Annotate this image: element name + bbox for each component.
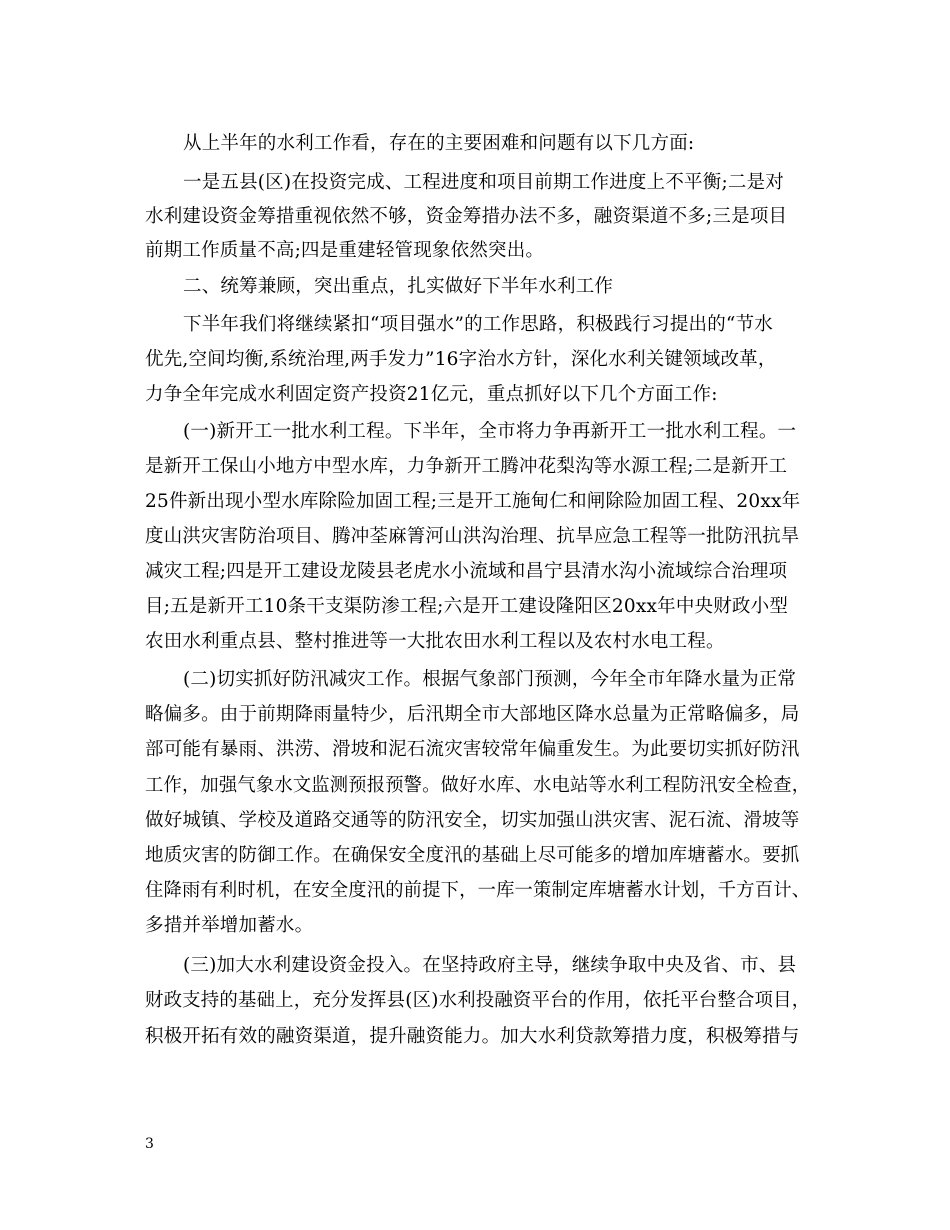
text-line: (三)加大水利建设资金投入。在坚持政府主导，继续争取中央及省、市、县 <box>183 955 797 976</box>
text-line: 减灾工程;四是开工建设龙陵县老虎水小流域和昌宁县清水沟小流域综合治理项 <box>145 561 788 582</box>
text-line: (二)切实抓好防汛减灾工作。根据气象部门预测，今年全市年降水量为正常 <box>183 669 797 690</box>
text-line: 农田水利重点县、整村推进等一大批农田水利工程以及农村水电工程。 <box>145 631 725 652</box>
text-line: 优先,空间均衡,系统治理,两手发力”16字治水方针，深化水利关键领域改革， <box>145 349 777 370</box>
text-line: 从上半年的水利工作看，存在的主要困难和问题有以下几方面: <box>183 133 695 154</box>
text-line: 水利建设资金筹措重视依然不够，资金筹措办法不多，融资渠道不多;三是项目 <box>145 206 788 227</box>
text-line: 住降雨有利时机，在安全度汛的前提下，一库一策制定库塘蓄水计划，千方百计、 <box>145 880 811 901</box>
text-line: 积极开拓有效的融资渠道，提升融资能力。加大水利贷款筹措力度，积极筹措与 <box>145 1026 800 1047</box>
text-line: 略偏多。由于前期降雨量特少，后汛期全市大部地区降水总量为正常略偏多，局 <box>145 704 800 725</box>
text-line: 下半年我们将继续紧扣“项目强水”的工作思路，积极践行习提出的“节水 <box>183 314 773 335</box>
text-line: (一)新开工一批水利工程。下半年，全市将力争再新开工一批水利工程。一 <box>183 421 797 442</box>
text-line: 一是五县(区)在投资完成、工程进度和项目前期工作进度上不平衡;二是对 <box>183 172 784 193</box>
text-line: 做好城镇、学校及道路交通等的防汛安全，切实加强山洪灾害、泥石流、滑坡等 <box>145 810 800 831</box>
section-heading: 二、统筹兼顾，突出重点，扎实做好下半年水利工作 <box>183 276 614 297</box>
text-line: 多措并举增加蓄水。 <box>145 915 314 936</box>
text-line: 度山洪灾害防治项目、腾冲荃麻箐河山洪沟治理、抗旱应急工程等一批防汛抗旱 <box>145 526 800 547</box>
page-number: 3 <box>145 1136 154 1152</box>
text-line: 力争全年完成水利固定资产投资21亿元，重点抓好以下几个方面工作: <box>145 384 718 405</box>
text-line: 前期工作质量不高;四是重建轻管现象依然突出。 <box>145 240 545 261</box>
text-line: 目;五是新开工10条干支渠防渗工程;六是开工建设隆阳区20xx年中央财政小型 <box>145 596 789 617</box>
text-line: 是新开工保山小地方中型水库，力争新开工腾冲花梨沟等水源工程;二是新开工 <box>145 456 788 477</box>
text-line: 工作，加强气象水文监测预报预警。做好水库、水电站等水利工程防汛安全检查， <box>145 775 811 796</box>
text-line: 地质灾害的防御工作。在确保安全度汛的基础上尽可能多的增加库塘蓄水。要抓 <box>145 845 800 866</box>
text-line: 部可能有暴雨、洪涝、滑坡和泥石流灾害较常年偏重发生。为此要切实抓好防汛 <box>145 739 800 760</box>
text-line: 财政支持的基础上，充分发挥县(区)水利投融资平台的作用，依托平台整合项目， <box>145 990 811 1011</box>
text-line: 25件新出现小型水库除险加固工程;三是开工施甸仁和闸除险加固工程、20xx年 <box>145 491 801 512</box>
